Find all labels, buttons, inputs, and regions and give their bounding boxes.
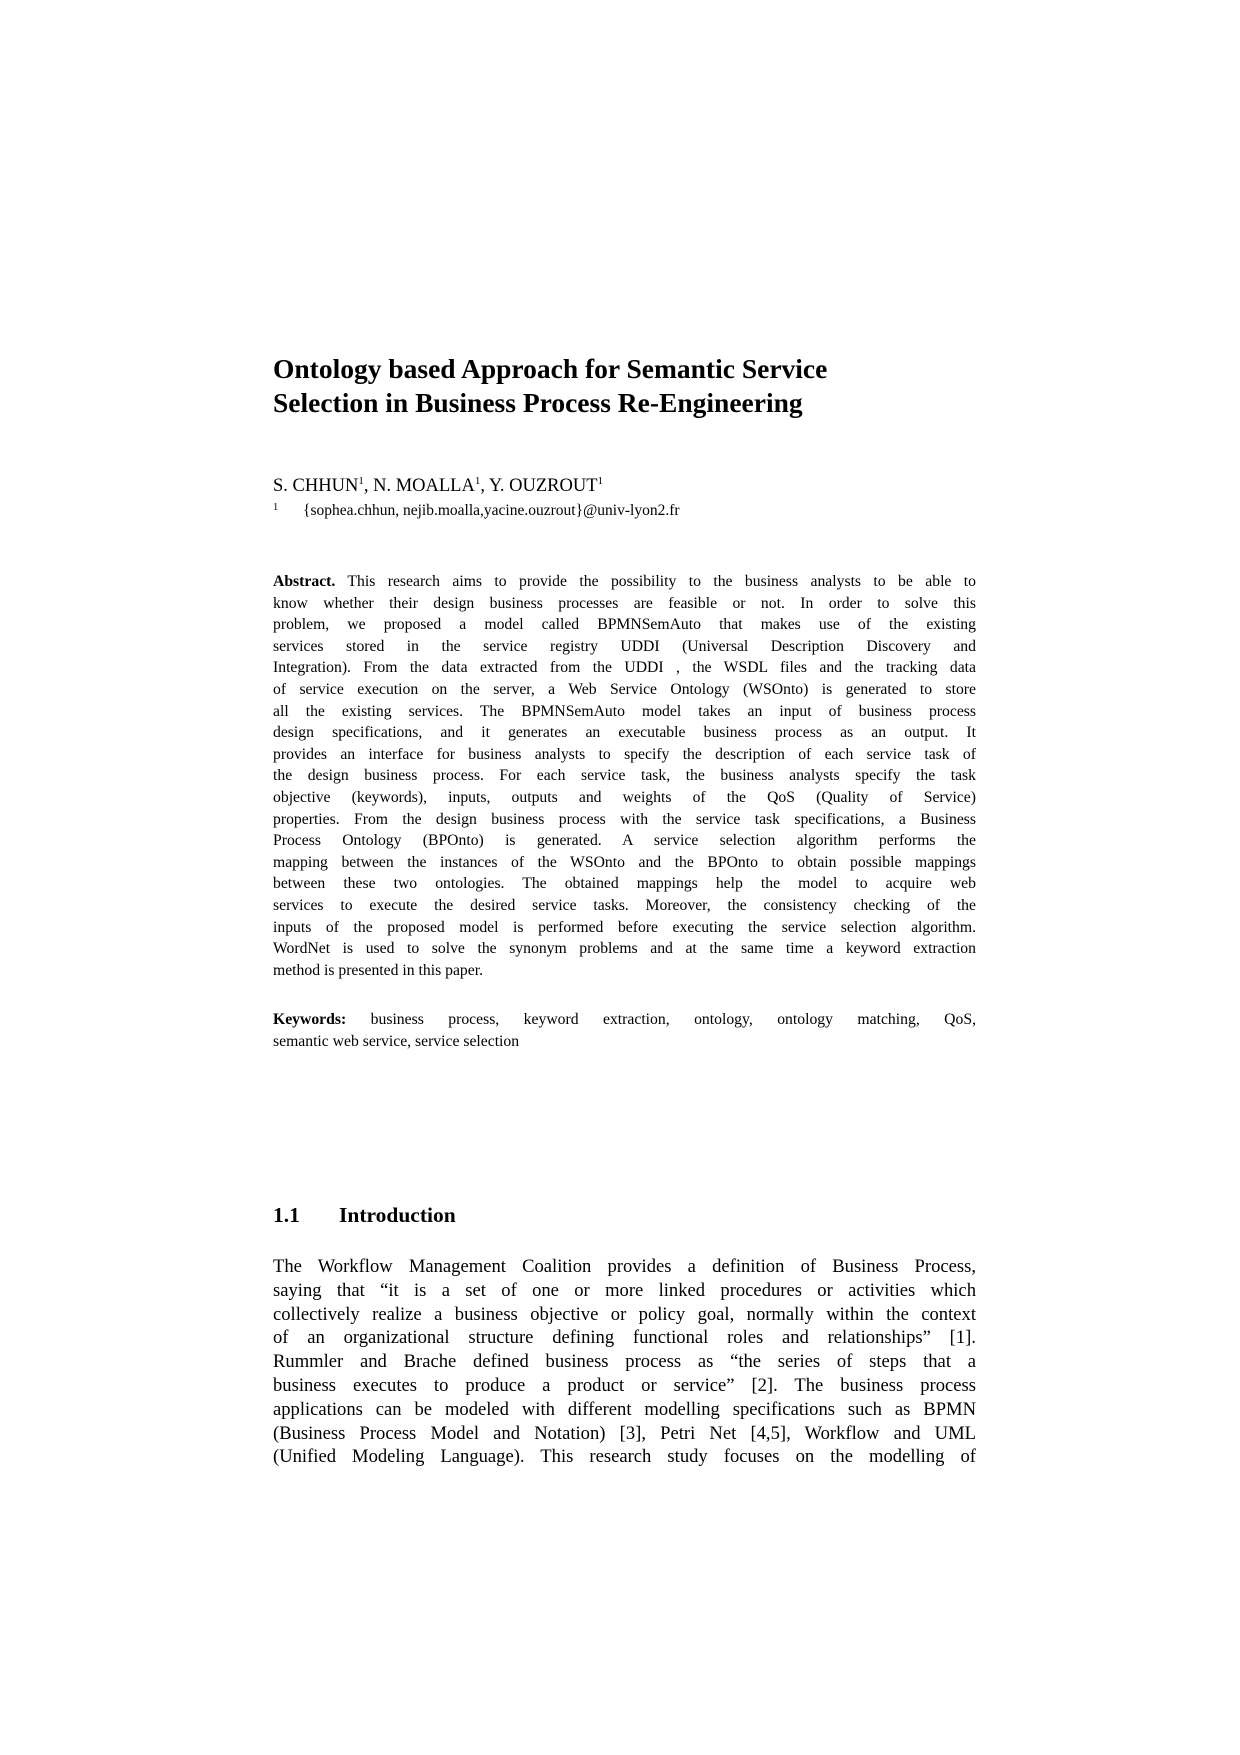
section-title: Introduction <box>339 1203 456 1227</box>
body-line: saying that “it is a set of one or more linked procedures or activities which <box>273 1279 976 1301</box>
author-name: S. CHHUN <box>273 476 359 496</box>
body-line: collectively realize a business objective or policy goal, normally within the context <box>273 1303 976 1325</box>
author-affil-mark: 1 <box>474 475 481 487</box>
abstract-label: Abstract. <box>273 573 336 590</box>
body-line: business executes to produce a product or service” [2]. The business process <box>273 1374 976 1396</box>
author-list <box>273 475 976 497</box>
body-line: The Workflow Management Coalition provides a definition of Business Process, <box>273 1256 976 1277</box>
abstract-line: all the existing services. The BPMNSemAuto model takes an input of business process <box>273 702 976 720</box>
author-name: N. MOALLA <box>373 476 475 496</box>
paper-title <box>273 352 976 420</box>
author-separator: , <box>480 476 489 496</box>
abstract-line: method is presented in this paper. <box>273 961 483 979</box>
abstract-line: Process Ontology (BPOnto) is generated. A service selection algorithm performs the <box>273 832 976 850</box>
introduction-body <box>273 1255 976 1469</box>
affiliation-mark: 1 <box>273 502 279 513</box>
author-name: Y. OUZROUT <box>488 476 598 496</box>
keywords-label: Keywords: <box>273 1011 347 1028</box>
title-line: Selection in Business Process Re-Engineering <box>273 387 803 418</box>
abstract-line: inputs of the proposed model is performed before executing the service selection algorithm. <box>273 918 976 936</box>
affiliation-emails: {sophea.chhun, nejib.moalla,yacine.ouzrout}@univ-lyon2.fr <box>303 502 680 519</box>
abstract-line: of service execution on the server, a Web Service Ontology (WSOnto) is generated to store <box>273 680 976 698</box>
abstract-line: problem, we proposed a model called BPMNSemAuto that makes use of the existing <box>273 616 976 634</box>
author-separator: , <box>363 476 374 496</box>
body-line: (Unified Modeling Language). This research study focuses on the modelling of <box>273 1446 976 1468</box>
abstract-line: WordNet is used to solve the synonym problems and at the same time a keyword extraction <box>273 940 976 958</box>
body-line: of an organizational structure defining functional roles and relationships” [1]. <box>273 1327 976 1349</box>
abstract-line: know whether their design business processes are feasible or not. In order to solve this <box>273 594 976 612</box>
abstract-line: Abstract. This research aims to provide the possibility to the business analysts to be able to <box>273 573 976 590</box>
abstract-line: properties. From the design business process with the service task specifications, a Business <box>273 810 976 828</box>
body-line: Rummler and Brache defined business process as “the series of steps that a <box>273 1351 976 1373</box>
abstract-line: services to execute the desired service tasks. Moreover, the consistency checking of the <box>273 896 976 914</box>
abstract-line: between these two ontologies. The obtained mappings help the model to acquire web <box>273 875 976 893</box>
abstract <box>273 571 976 981</box>
section-number: 1.1 <box>273 1203 300 1227</box>
abstract-line: provides an interface for business analysts to specify the description of each service task of <box>273 745 976 763</box>
abstract-line: services stored in the service registry UDDI (Universal Description Discovery and <box>273 637 976 655</box>
keywords <box>273 1009 976 1052</box>
abstract-line: the design business process. For each service task, the business analysts specify the task <box>273 767 976 785</box>
body-line: applications can be modeled with different modelling specifications such as BPMN <box>273 1398 976 1420</box>
title-line: Ontology based Approach for Semantic Service <box>273 353 828 384</box>
affiliation <box>273 498 976 521</box>
author-affil-mark: 1 <box>597 475 604 487</box>
abstract-line: mapping between the instances of the WSOnto and the BPOnto to obtain possible mappings <box>273 853 976 871</box>
keywords-line: Keywords: business process, keyword extraction, ontology, ontology matching, QoS, <box>273 1011 976 1028</box>
section-heading <box>273 1202 976 1228</box>
author-affil-mark: 1 <box>358 475 364 487</box>
body-line: (Business Process Model and Notation) [3], Petri Net [4,5], Workflow and UML <box>273 1422 976 1444</box>
abstract-line: Integration). From the data extracted from the UDDI , the WSDL files and the tracking data <box>273 659 976 677</box>
abstract-line: design specifications, and it generates an executable business process as an output. It <box>273 724 976 742</box>
keywords-line: semantic web service, service selection <box>273 1032 520 1050</box>
abstract-line: objective (keywords), inputs, outputs and weights of the QoS (Quality of Service) <box>273 788 976 806</box>
